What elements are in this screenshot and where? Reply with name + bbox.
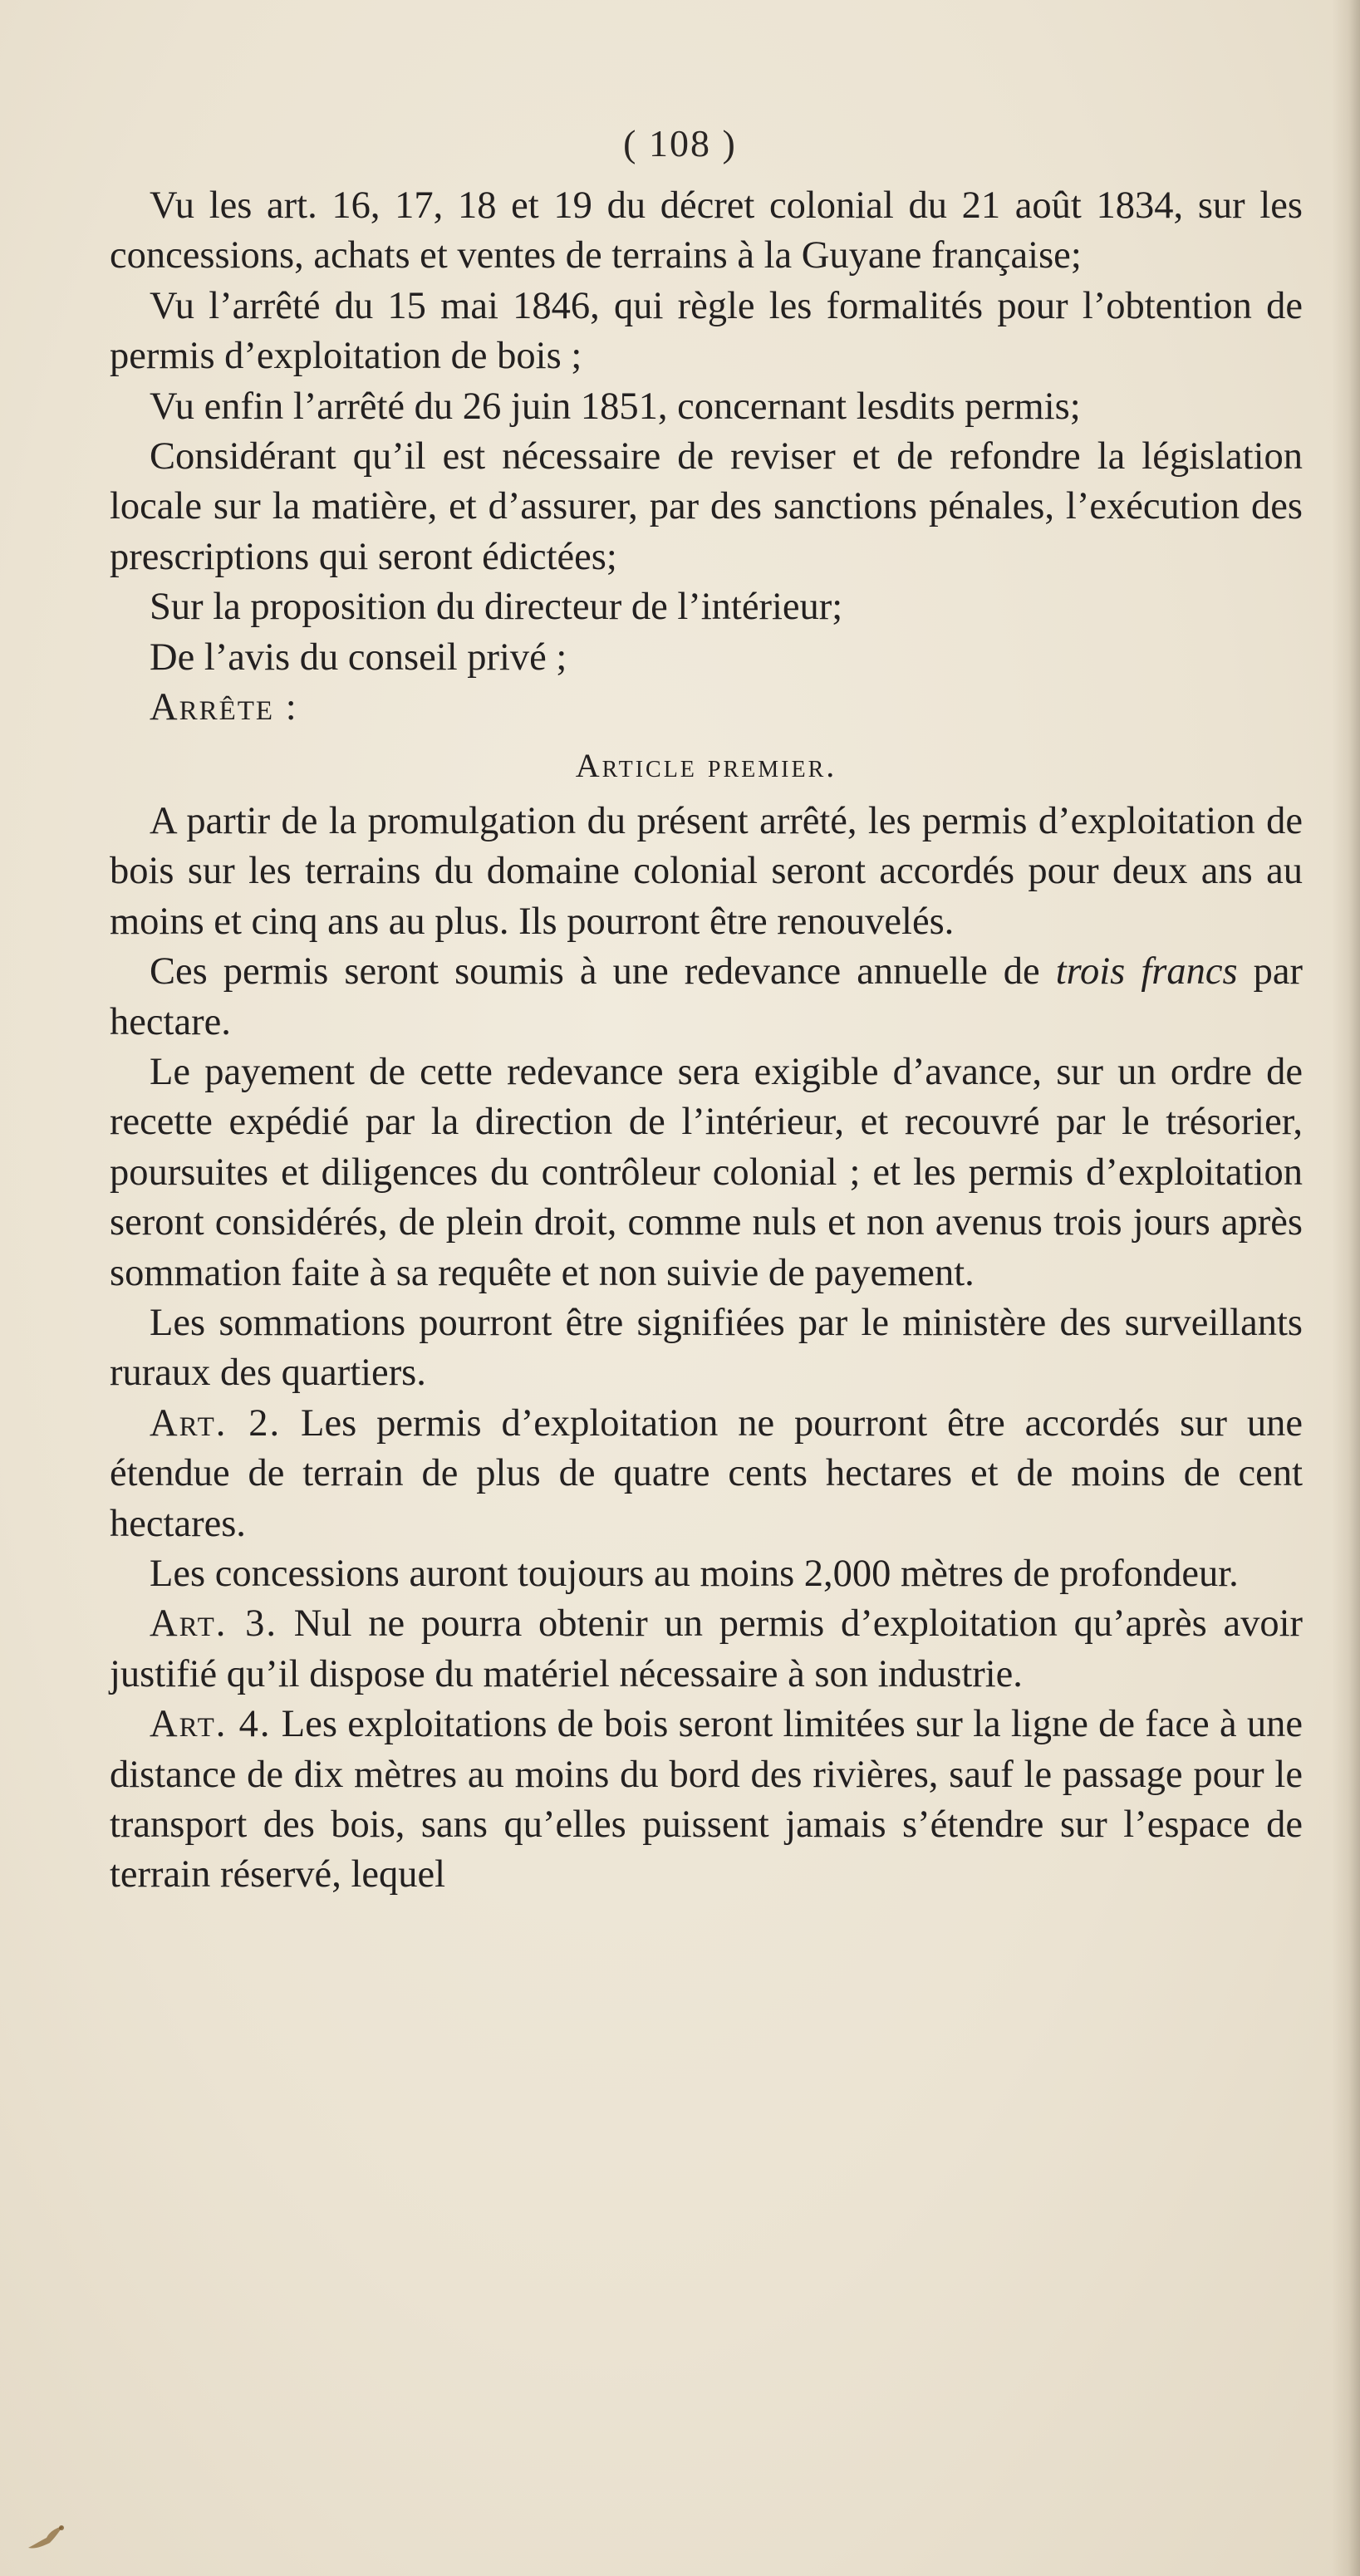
article-2-label: Art. 2.: [150, 1401, 282, 1445]
article-3: [110, 1599, 1303, 1700]
paragraph-vu-arrete-1846: Vu l’arrêté du 15 mai 1846, qui règle les formalités pour l’obtention de permis d’exploitation de bois ;: [110, 284, 1303, 378]
redevance-amount: trois francs: [1055, 950, 1238, 994]
article-1-paragraph-4: Les sommations pourront être signifiées par le ministère des surveillants ruraux des quartiers.: [110, 1301, 1303, 1395]
paragraph-avis: De l’avis du conseil privé ;: [150, 635, 567, 679]
article-2-concessions: Les concessions auront toujours au moins 2,000 mètres de profondeur.: [150, 1552, 1239, 1595]
article-heading: Article premier.: [575, 747, 837, 785]
page-number: ( 108 ): [623, 122, 737, 164]
article-2: [110, 1399, 1303, 1549]
redevance-text-after: par hectare.: [110, 950, 1303, 1043]
paragraph-proposition: Sur la proposition du directeur de l’intérieur;: [150, 586, 843, 629]
article-1-paragraph-2: [110, 947, 1303, 1048]
redevance-text-before: Ces permis seront soumis à une redevance annuelle de: [150, 950, 1056, 994]
article-3-text: Nul ne pourra obtenir un permis d’exploitation qu’après avoir justifié qu’il dispose du matériel nécessaire à son industrie.: [110, 1602, 1303, 1695]
article-4-text: Les exploitations de bois seront limitées sur la ligne de face à une distance de dix mètres au moins du bord des rivières, sauf le passage pour le transport des bois, sans qu’elles puissent jamais s’étendre sur l’espace de terrain réservé, lequel: [110, 1703, 1303, 1896]
article-2-text: Les permis d’exploitation ne pourront être accordés sur une étendue de terrain de plus de quatre cents hectares et de moins de cent hectares.: [110, 1401, 1303, 1545]
article-1-paragraph-1: A partir de la promulgation du présent arrêté, les permis d’exploitation de bois sur les terrains du domaine colonial seront accordés pour deux ans au moins et cinq ans au plus. Ils pourront être renouvelés.: [110, 799, 1303, 943]
paragraph-vu-arrete-1851: Vu enfin l’arrêté du 26 juin 1851, concernant lesdits permis;: [150, 385, 1081, 428]
ink-stain: [25, 2520, 75, 2553]
article-4-label: Art. 4.: [150, 1703, 272, 1746]
article-3-label: Art. 3.: [150, 1602, 278, 1646]
paragraph-considerant: Considérant qu’il est nécessaire de reviser et de refondre la législation locale sur la matière, et d’assurer, par des sanctions pénales, l’exécution des prescriptions qui seront édictées;: [110, 435, 1303, 578]
arrete-label: Arrête :: [150, 686, 298, 729]
body-text: [110, 181, 1303, 1901]
binding-shadow: [1332, 0, 1360, 2576]
article-4: [110, 1700, 1303, 1901]
paragraph-vu-decret: Vu les art. 16, 17, 18 et 19 du décret colonial du 21 août 1834, sur les concessions, achats et ventes de terrains à la Guyane française;: [110, 184, 1303, 277]
article-1-paragraph-3: Le payement de cette redevance sera exigible d’avance, sur un ordre de recette expédié par la direction de l’intérieur, et recouvré par le trésorier, poursuites et diligences du contrôleur colonial ; et les permis d’exploitation seront considérés, de plein droit, comme nuls et non avenus trois jours après sommation faite à sa requête et non suivie de payement.: [110, 1050, 1303, 1294]
